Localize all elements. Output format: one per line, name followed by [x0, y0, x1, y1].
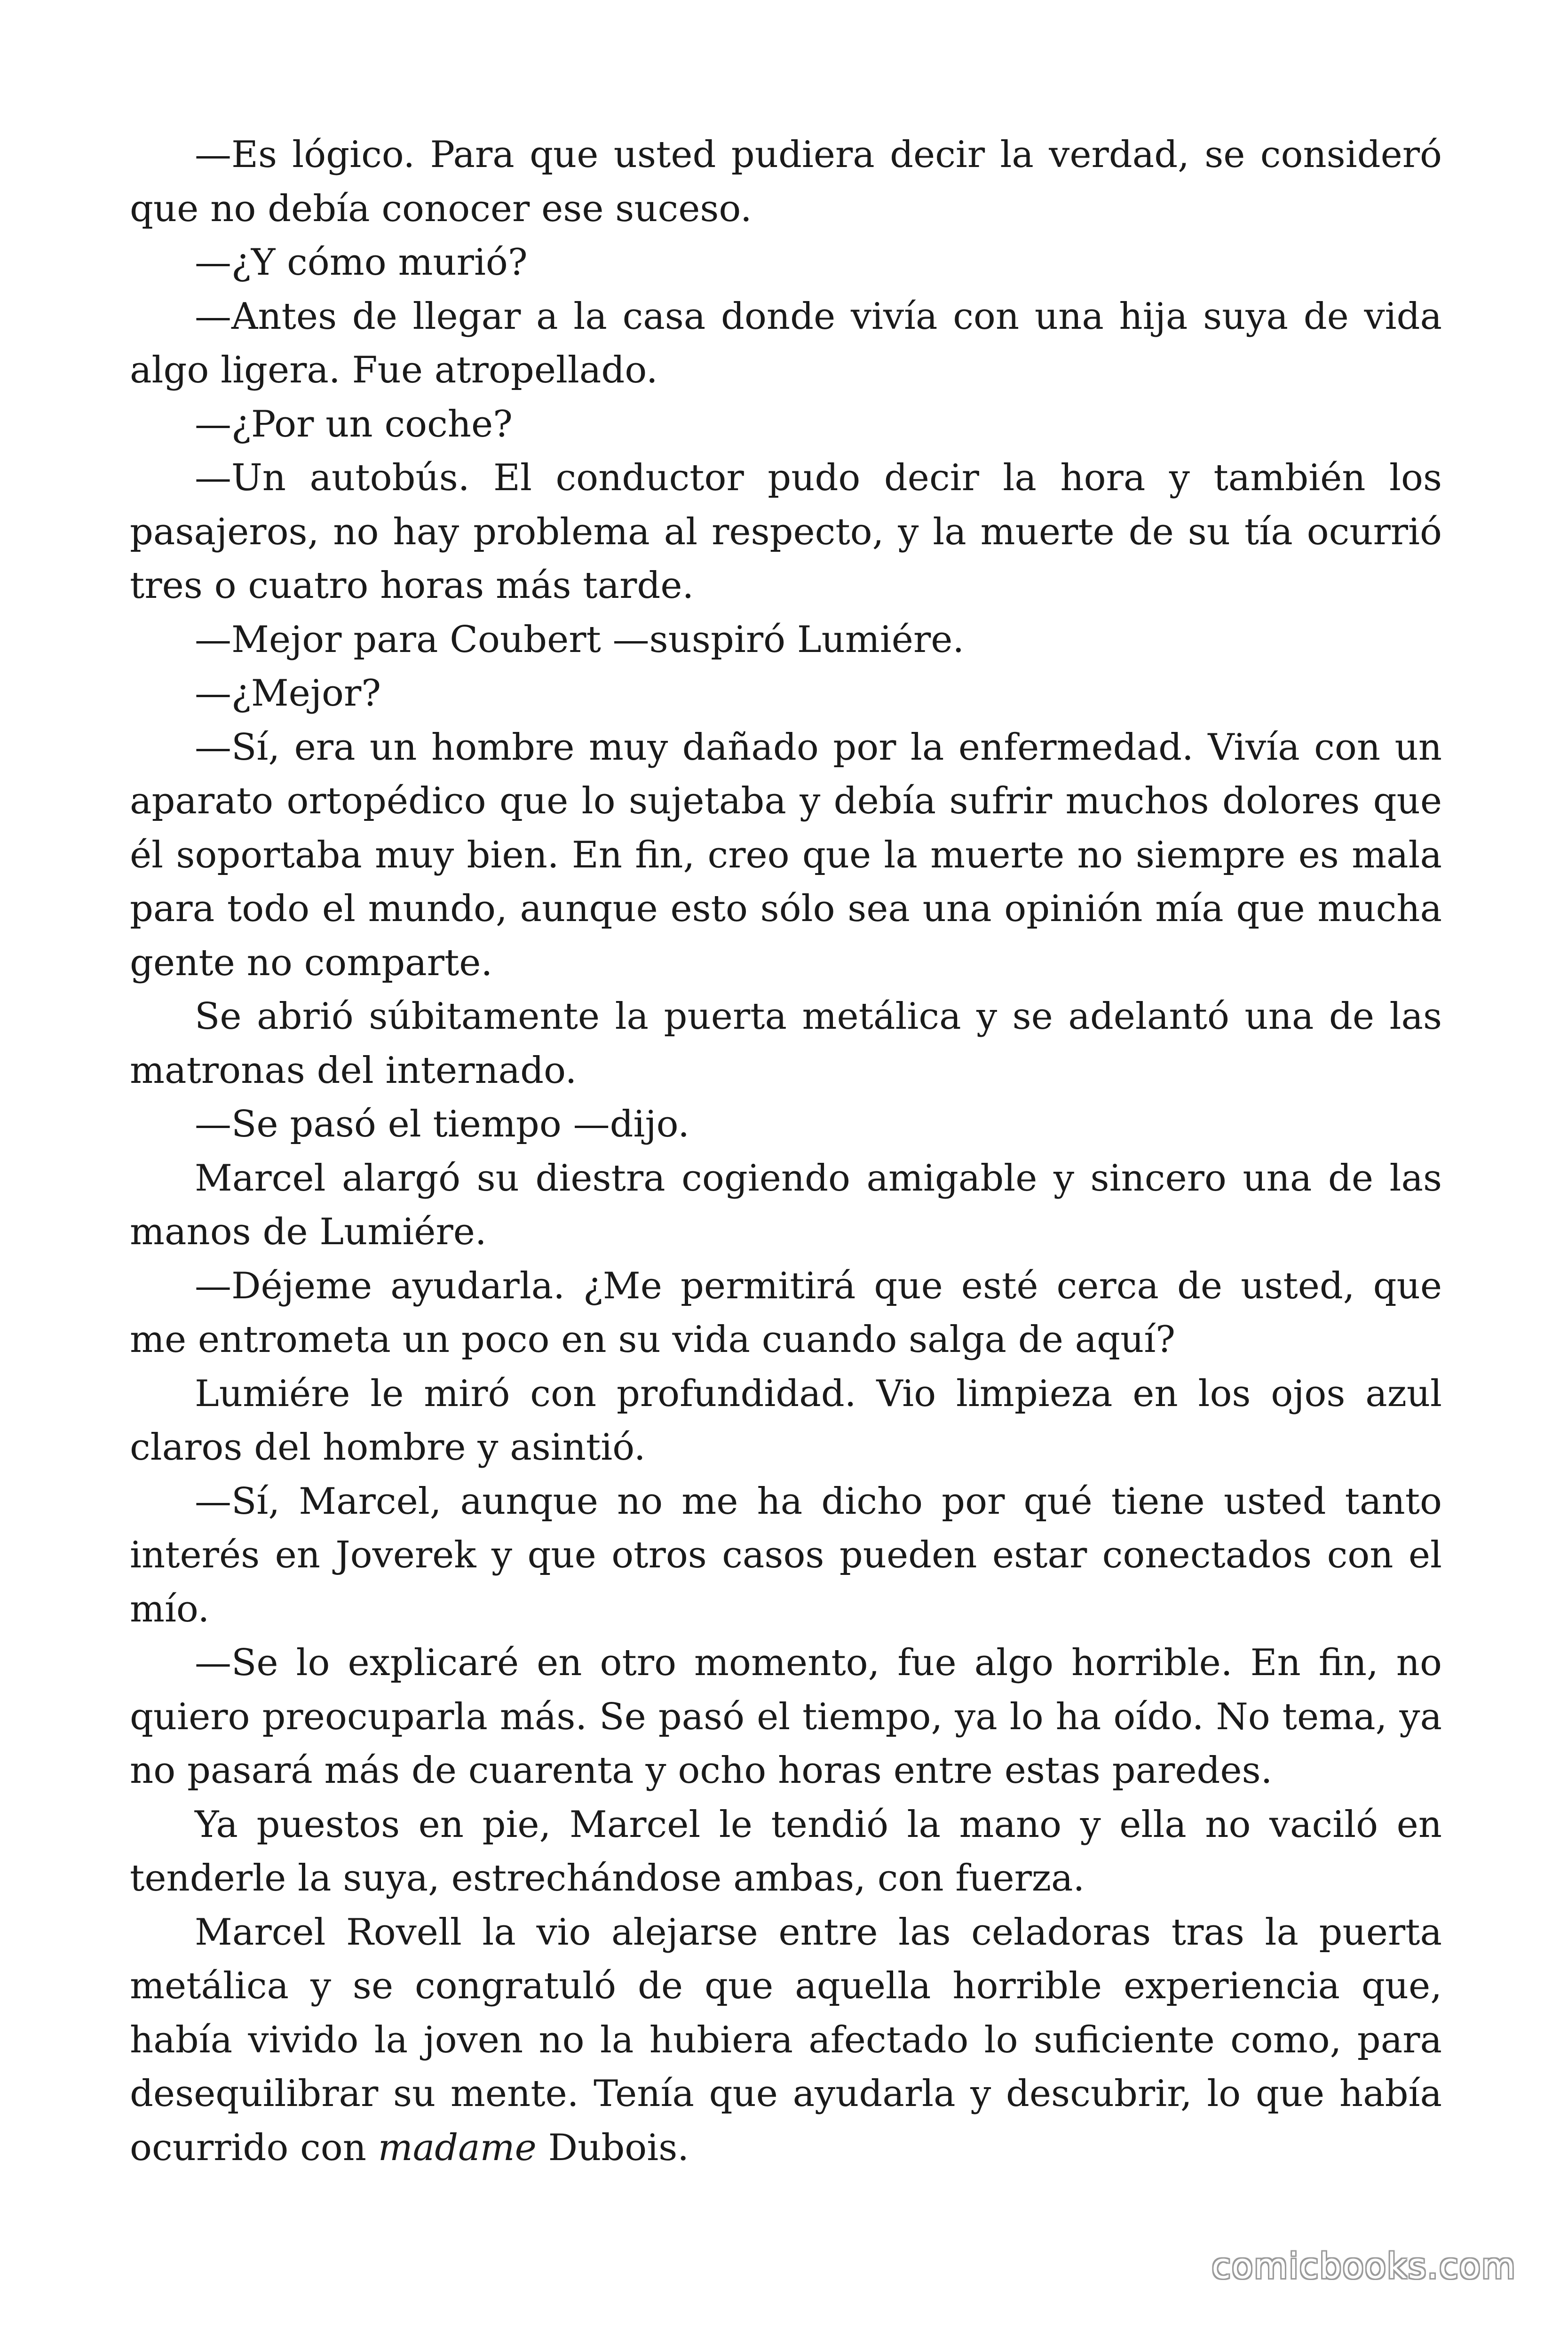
watermark-logo: comicbooks.com: [1212, 2246, 1516, 2287]
body-text: [130, 128, 1442, 2175]
paragraph: —¿Mejor?: [195, 672, 381, 715]
paragraph: Ya puestos en pie, Marcel le tendió la mano y ella no vaciló en tenderle la suya, estrechándose ambas, con fuerza.: [130, 1803, 1442, 1899]
paragraph: Se abrió súbitamente la puerta metálica y se adelantó una de las matronas del internado.: [130, 995, 1442, 1092]
paragraph: —Se lo explicaré en otro momento, fue algo horrible. En fin, no quiero preocuparla más. Se pasó el tiempo, ya lo ha oído. No tema, ya no pasará más de cuarenta y ocho horas entre estas paredes.: [130, 1642, 1442, 1792]
paragraph: —Sí, Marcel, aunque no me ha dicho por qué tiene usted tanto interés en Joverek y que otros casos pueden estar conectados con el mío.: [130, 1480, 1442, 1630]
paragraph: —Antes de llegar a la casa donde vivía con una hija suya de vida algo ligera. Fue atropellado.: [130, 295, 1442, 391]
paragraph: Marcel alargó su diestra cogiendo amigable y sincero una de las manos de Lumiére.: [130, 1157, 1442, 1253]
paragraph: —Mejor para Coubert —suspiró Lumiére.: [195, 618, 965, 661]
paragraph: —Se pasó el tiempo —dijo.: [195, 1103, 690, 1145]
paragraph: —Un autobús. El conductor pudo decir la hora y también los pasajeros, no hay problema al respecto, y la muerte de su tía ocurrió tres o cuatro horas más tarde.: [130, 457, 1442, 607]
paragraph: [130, 1906, 1442, 2175]
paragraph: —Sí, era un hombre muy dañado por la enfermedad. Vivía con un aparato ortopédico que lo sujetaba y debía sufrir muchos dolores que él soportaba muy bien. En fin, creo que la muerte no siempre es mala para todo el mundo, aunque esto sólo sea una opinión mía que mucha gente no comparte.: [130, 726, 1442, 984]
paragraph-text: Dubois.: [536, 2126, 689, 2169]
paragraph-text: Marcel Rovell la vio alejarse entre las celadoras tras la puerta metálica y se congratuló de que aquella horrible experiencia que, había vivido la joven no la hubiera afectado lo suficiente como, para desequilibrar su mente. Tenía que ayudarla y descubrir, lo que había ocurrido con: [130, 1911, 1442, 2169]
paragraph: Lumiére le miró con profundidad. Vio limpieza en los ojos azul claros del hombre y asintió.: [130, 1372, 1442, 1469]
paragraph: —¿Y cómo murió?: [195, 241, 528, 284]
paragraph: —¿Por un coche?: [195, 403, 513, 445]
paragraph: —Es lógico. Para que usted pudiera decir la verdad, se consideró que no debía conocer ese suceso.: [130, 134, 1442, 230]
paragraph: —Déjeme ayudarla. ¿Me permitirá que esté cerca de usted, que me entrometa un poco en su vida cuando salga de aquí?: [130, 1264, 1442, 1361]
italic-word: madame: [378, 2126, 537, 2169]
